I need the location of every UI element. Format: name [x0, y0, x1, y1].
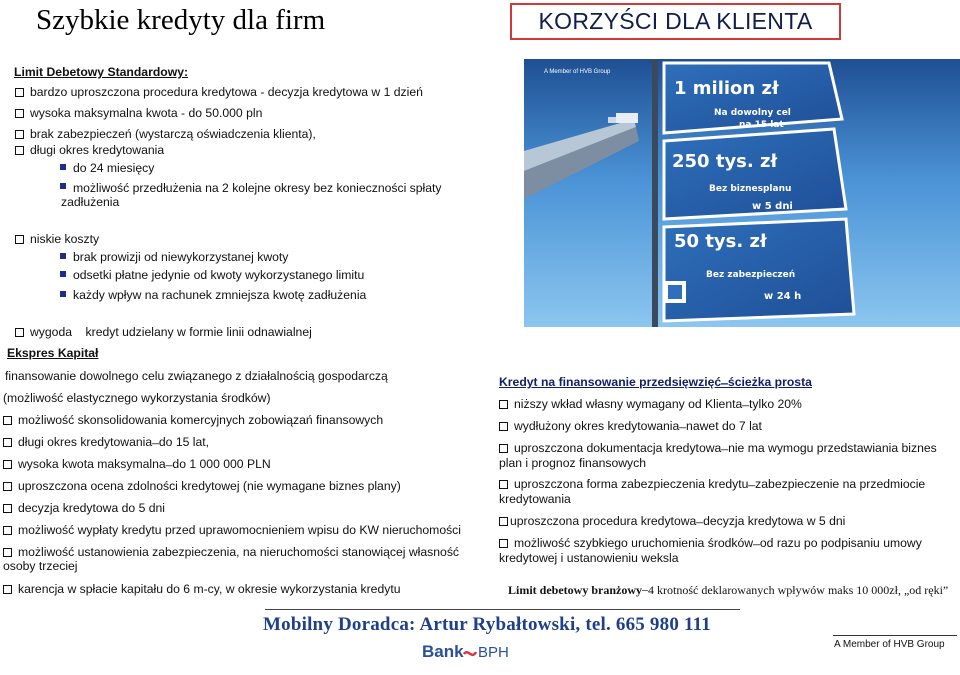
inw-item-collateral: uproszczona forma zabezpieczenia kredytu ̶ zabezpieczenie na przedmiocie kredytowania [499, 477, 926, 506]
square-bullet-icon [60, 164, 66, 170]
sign3-line1: Bez zabezpieczeń [706, 270, 796, 280]
sign2-line2: w 5 dni [752, 201, 793, 212]
checkbox-icon [499, 539, 508, 548]
limit-sub-no-fee: brak prowizji od niewykorzystanej kwoty [73, 250, 289, 264]
inw-item-term: wydłużony okres kredytowania ̶ nawet do 7 lat [499, 419, 762, 434]
checkbox-icon [15, 328, 24, 337]
limit-item-no-collateral: brak zabezpieczeń (wystarczą oświadczenia klienta), [15, 127, 316, 142]
ekspres-item-consolidation: możliwość skonsolidowania komercyjnych zobowiązań finansowych [3, 413, 383, 428]
benefits-title: KORZYŚCI DLA KLIENTA [538, 8, 813, 34]
benefits-banner [510, 3, 841, 40]
road-sign-image [524, 59, 960, 327]
checkbox-icon [3, 548, 12, 557]
sign3-line2: w 24 h [764, 291, 802, 302]
checkbox-icon [499, 400, 508, 409]
sign1-amount: 1 milion zł [674, 78, 779, 99]
ekspres-line2: (możliwość elastycznego wykorzystania środków) [3, 391, 271, 405]
square-bullet-icon [60, 253, 66, 259]
limit-sub-extension-cont: zadłużenia [61, 195, 120, 209]
ekspres-item-decision: decyzja kredytowa do 5 dni [3, 501, 165, 516]
ekspres-heading: Ekspres Kapitał [7, 346, 99, 360]
bank-bph-logo [420, 637, 540, 667]
checkbox-icon [3, 460, 12, 469]
advisor-contact: Mobilny Doradca: Artur Rybałtowski, tel. 665 980 111 [263, 614, 711, 635]
checkbox-icon [3, 504, 12, 513]
limit-item-low-cost: niskie koszty [15, 232, 99, 247]
limit-sub-24-months: do 24 miesięcy [73, 161, 155, 175]
hero-member-text: A Member of HVB Group [544, 69, 611, 75]
checkbox-icon [3, 585, 12, 594]
ekspres-item-assessment: uproszczona ocena zdolności kredytowej (nie wymagane biznes plany) [3, 479, 401, 494]
inw-item-procedure: uproszczona procedura kredytowa ̶ decyzja kredytowa w 5 dni [499, 514, 845, 529]
ekspres-item-grace: karencja w spłacie kapitału do 6 m-cy, w okresie wykorzystania kredytu [3, 582, 400, 597]
footer-divider [265, 609, 740, 610]
limit-item-convenience: wygoda kredyt udzielany w formie linii odnawialnej [15, 325, 312, 340]
checkbox-icon [3, 438, 12, 447]
svg-text:BPH: BPH [478, 644, 509, 661]
inw-item-documentation: uproszczona dokumentacja kredytowa ̶ nie ma wymogu przedstawiania biznes plan i prognoz finansowych [499, 441, 937, 470]
limit-heading: Limit Debetowy Standardowy: [14, 65, 189, 79]
checkbox-icon [499, 480, 508, 489]
limit-item-amount: wysoka maksymalna kwota - do 50.000 pln [15, 106, 262, 121]
svg-text:Bank: Bank [422, 642, 464, 661]
limit-sub-payment: każdy wpływ na rachunek zmniejsza kwotę zadłużenia [73, 288, 367, 302]
checkbox-icon [15, 109, 24, 118]
square-bullet-icon [60, 271, 66, 277]
limit-sub-interest: odsetki płatne jedynie od kwoty wykorzystanego limitu [73, 268, 365, 282]
checkbox-icon [15, 146, 24, 155]
ekspres-item-payout: możliwość wypłaty kredytu przed uprawomocnieniem wpisu do KW nieruchomości [3, 523, 461, 538]
sign2-line1: Bez biznesplanu [709, 184, 792, 194]
checkbox-icon [499, 444, 508, 453]
square-bullet-icon [60, 291, 66, 297]
checkbox-icon [15, 88, 24, 97]
checkbox-icon [3, 526, 12, 535]
ekspres-item-collateral-cont: osoby trzeciej [3, 559, 78, 573]
hvb-divider [833, 635, 957, 636]
checkbox-icon [3, 482, 12, 491]
limit-item-long-term: długi okres kredytowania [15, 143, 164, 158]
limit-sub-extension: możliwość przedłużenia na 2 kolejne okresy bez konieczności spłaty [73, 181, 442, 195]
limit-branzowy: Limit debetowy branżowy ̶ 4 krotność deklarowanych wpływów maks 10 000zł, „od ręki” [508, 583, 949, 597]
hvb-member-text: A Member of HVB Group [834, 639, 945, 650]
sign1-line2: na 15 lat [739, 120, 784, 130]
inw-item-contribution: niższy wkład własny wymagany od Klienta ̶ tylko 20% [499, 397, 802, 412]
square-bullet-icon [60, 183, 66, 189]
inw-item-release: możliwość szybkiego uruchomienia środków ̶ od razu po podpisaniu umowy kredytowej i ustanowieniu weksla [499, 536, 922, 565]
limit-item-procedure: bardzo uproszczona procedura kredytowa - decyzja kredytowa w 1 dzień [15, 85, 423, 100]
page-title: Szybkie kredyty dla firm [36, 4, 326, 36]
checkbox-icon [499, 517, 508, 526]
ekspres-item-collateral: możliwość ustanowienia zabezpieczenia, na nieruchomości stanowiącej własność [3, 545, 459, 560]
ekspres-item-amount: wysoka kwota maksymalna ̶ do 1 000 000 PLN [3, 457, 271, 472]
checkbox-icon [3, 416, 12, 425]
sign1-line1: Na dowolny cel [714, 108, 791, 118]
ekspres-line1: finansowanie dowolnego celu związanego z działalnością gospodarczą [5, 369, 388, 383]
ekspres-item-term: długi okres kredytowania ̶ do 15 lat, [3, 435, 209, 450]
checkbox-icon [499, 422, 508, 431]
checkbox-icon [15, 235, 24, 244]
checkbox-icon [15, 130, 24, 139]
sign3-amount: 50 tys. zł [674, 231, 767, 252]
sign2-amount: 250 tys. zł [672, 151, 778, 172]
inwestycyjny-heading: Kredyt na finansowanie przedsięwzięć ̶ ścieżka prosta [499, 375, 812, 389]
